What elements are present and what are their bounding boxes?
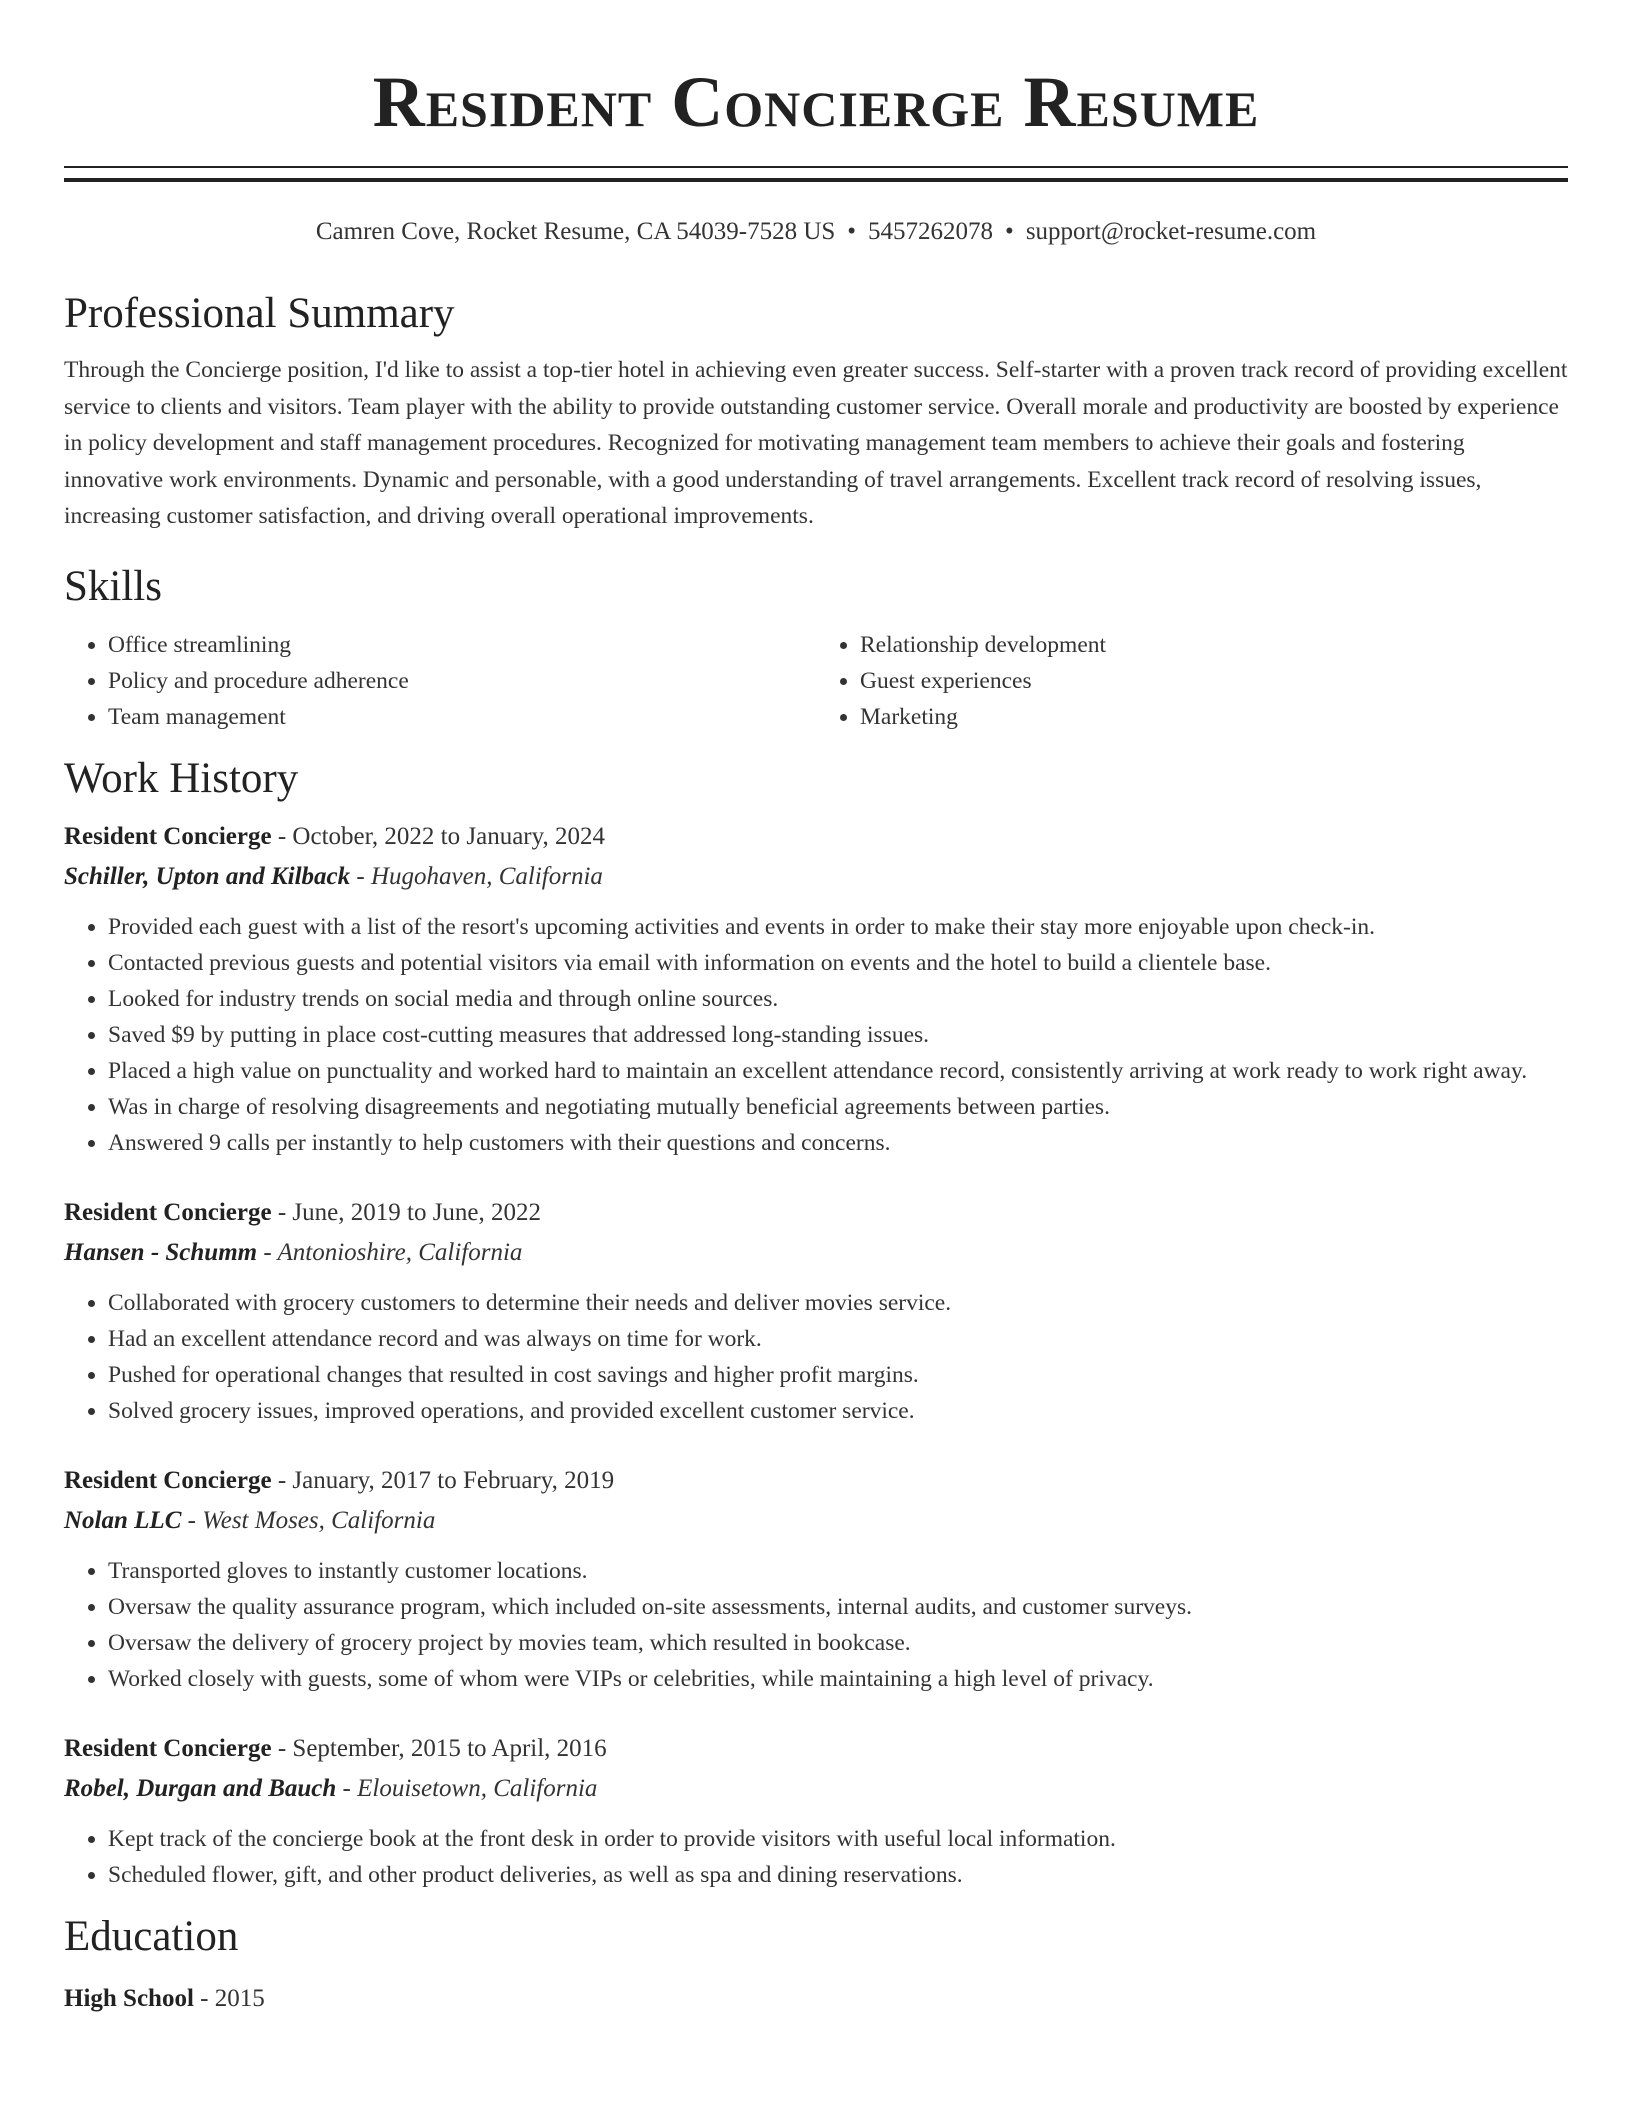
job-location: - West Moses, California (181, 1506, 436, 1534)
job-bullet: • Pushed for operational changes that resulted in cost savings and higher profit margins. (108, 1357, 1568, 1393)
job-bullet: • Worked closely with guests, some of whom were VIPs or celebrities, while maintaining a high level of privacy. (108, 1661, 1568, 1697)
education-year: - 2015 (193, 1984, 265, 2012)
skills-column-right (816, 627, 1568, 735)
job-title-line (64, 1461, 1568, 1501)
job-bullet: • Provided each guest with a list of the resort's upcoming activities and events in order to make their stay more enjoyable upon check-in. (108, 909, 1568, 945)
job-entry (64, 1193, 1568, 1429)
job-bullets (64, 909, 1568, 1161)
job-bullet: • Looked for industry trends on social media and through online sources. (108, 981, 1568, 1017)
job-location: - Hugohaven, California (350, 862, 603, 890)
job-title: Resident Concierge (64, 1198, 272, 1226)
job-title-line (64, 1729, 1568, 1769)
job-bullet: • Contacted previous guests and potential visitors via email with information on events and the hotel to build a clientele base. (108, 945, 1568, 981)
job-bullet: • Kept track of the concierge book at the front desk in order to provide visitors with useful local information. (108, 1821, 1568, 1857)
job-company-line (64, 857, 1568, 897)
job-dates: - June, 2019 to June, 2022 (271, 1198, 542, 1226)
job-title: Resident Concierge (64, 822, 272, 850)
education-heading: Education (64, 1912, 239, 1960)
skills-heading: Skills (64, 562, 162, 610)
job-location: - Antonioshire, California (257, 1238, 523, 1266)
education-entry (64, 1979, 1568, 2019)
skill-item: • Marketing (860, 699, 1568, 735)
job-bullet: • Solved grocery issues, improved operations, and provided excellent customer service. (108, 1393, 1568, 1429)
job-company-line (64, 1501, 1568, 1541)
job-bullets (64, 1821, 1568, 1893)
job-title: Resident Concierge (64, 1466, 272, 1494)
skill-item: • Team management (108, 699, 816, 735)
job-dates: - January, 2017 to February, 2019 (271, 1466, 615, 1494)
skill-item: • Office streamlining (108, 627, 816, 663)
job-company-line (64, 1233, 1568, 1273)
job-bullet: • Saved $9 by putting in place cost-cutting measures that addressed long-standing issues. (108, 1017, 1568, 1053)
contact-separator: • (847, 218, 857, 245)
job-title-line (64, 1193, 1568, 1233)
job-company: Nolan LLC (64, 1506, 182, 1534)
job-bullet: • Scheduled flower, gift, and other product deliveries, as well as spa and dining reservations. (108, 1857, 1568, 1893)
job-bullet: • Placed a high value on punctuality and worked hard to maintain an excellent attendance record, consistently arriving at work ready to work right away. (108, 1053, 1568, 1089)
contact-phone: 5457262078 (868, 218, 994, 245)
contact-separator: • (1005, 218, 1014, 245)
summary-text: Through the Concierge position, I'd like to assist a top-tier hotel in achieving even greater success. Self-starter with a proven track record of providing excellent service to clients and visitors. Team player with the ability to provide outstanding customer service. Overall morale and productivity are boosted by experience in policy development and staff management procedures. Recognized for motivating management team members to achieve their goals and fostering innovative work environments. Dynamic and personable, with a good understanding of travel arrangements. Excellent track record of resolving issues, increasing customer satisfaction, and driving overall operational improvements. (64, 357, 1568, 530)
contact-email: support@rocket-resume.com (1025, 218, 1317, 245)
job-company: Schiller, Upton and Kilback (64, 862, 351, 890)
job-bullet: • Oversaw the quality assurance program, which included on-site assessments, internal audits, and customer surveys. (108, 1589, 1568, 1625)
job-bullet: • Collaborated with grocery customers to determine their needs and deliver movies service. (108, 1285, 1568, 1321)
job-company-line (64, 1769, 1568, 1809)
job-bullet: • Transported gloves to instantly customer locations. (108, 1553, 1568, 1589)
job-entry (64, 817, 1568, 1161)
job-company: Hansen - Schumm (64, 1238, 258, 1266)
job-title-line (64, 817, 1568, 857)
skills-column-left (64, 627, 816, 735)
job-dates: - October, 2022 to January, 2024 (271, 822, 606, 850)
job-bullets (64, 1553, 1568, 1697)
job-bullet: • Was in charge of resolving disagreements and negotiating mutually beneficial agreements between parties. (108, 1089, 1568, 1125)
job-bullet: • Answered 9 calls per instantly to help customers with their questions and concerns. (108, 1125, 1568, 1161)
job-bullets (64, 1285, 1568, 1429)
job-bullet: • Oversaw the delivery of grocery project by movies team, which resulted in bookcase. (108, 1625, 1568, 1661)
education-degree: High School (64, 1984, 194, 2012)
work-history-heading: Work History (64, 754, 299, 802)
skill-item: • Policy and procedure adherence (108, 663, 816, 699)
skill-item: • Guest experiences (860, 663, 1568, 699)
summary-heading: Professional Summary (64, 290, 455, 337)
skill-item: • Relationship development (860, 627, 1568, 663)
job-entry (64, 1461, 1568, 1697)
job-bullet: • Had an excellent attendance record and was always on time for work. (108, 1321, 1568, 1357)
contact-line (64, 216, 1568, 248)
job-company: Robel, Durgan and Bauch (64, 1774, 337, 1802)
contact-address: Camren Cove, Rocket Resume, CA 54039-7528 US (315, 218, 836, 245)
job-dates: - September, 2015 to April, 2016 (271, 1734, 607, 1762)
job-entry (64, 1729, 1568, 1893)
page-title: Resident Concierge Resume (372, 62, 1260, 142)
job-title: Resident Concierge (64, 1734, 272, 1762)
title-divider (64, 166, 1568, 182)
job-location: - Elouisetown, California (336, 1774, 598, 1802)
skills-list (64, 627, 1568, 735)
